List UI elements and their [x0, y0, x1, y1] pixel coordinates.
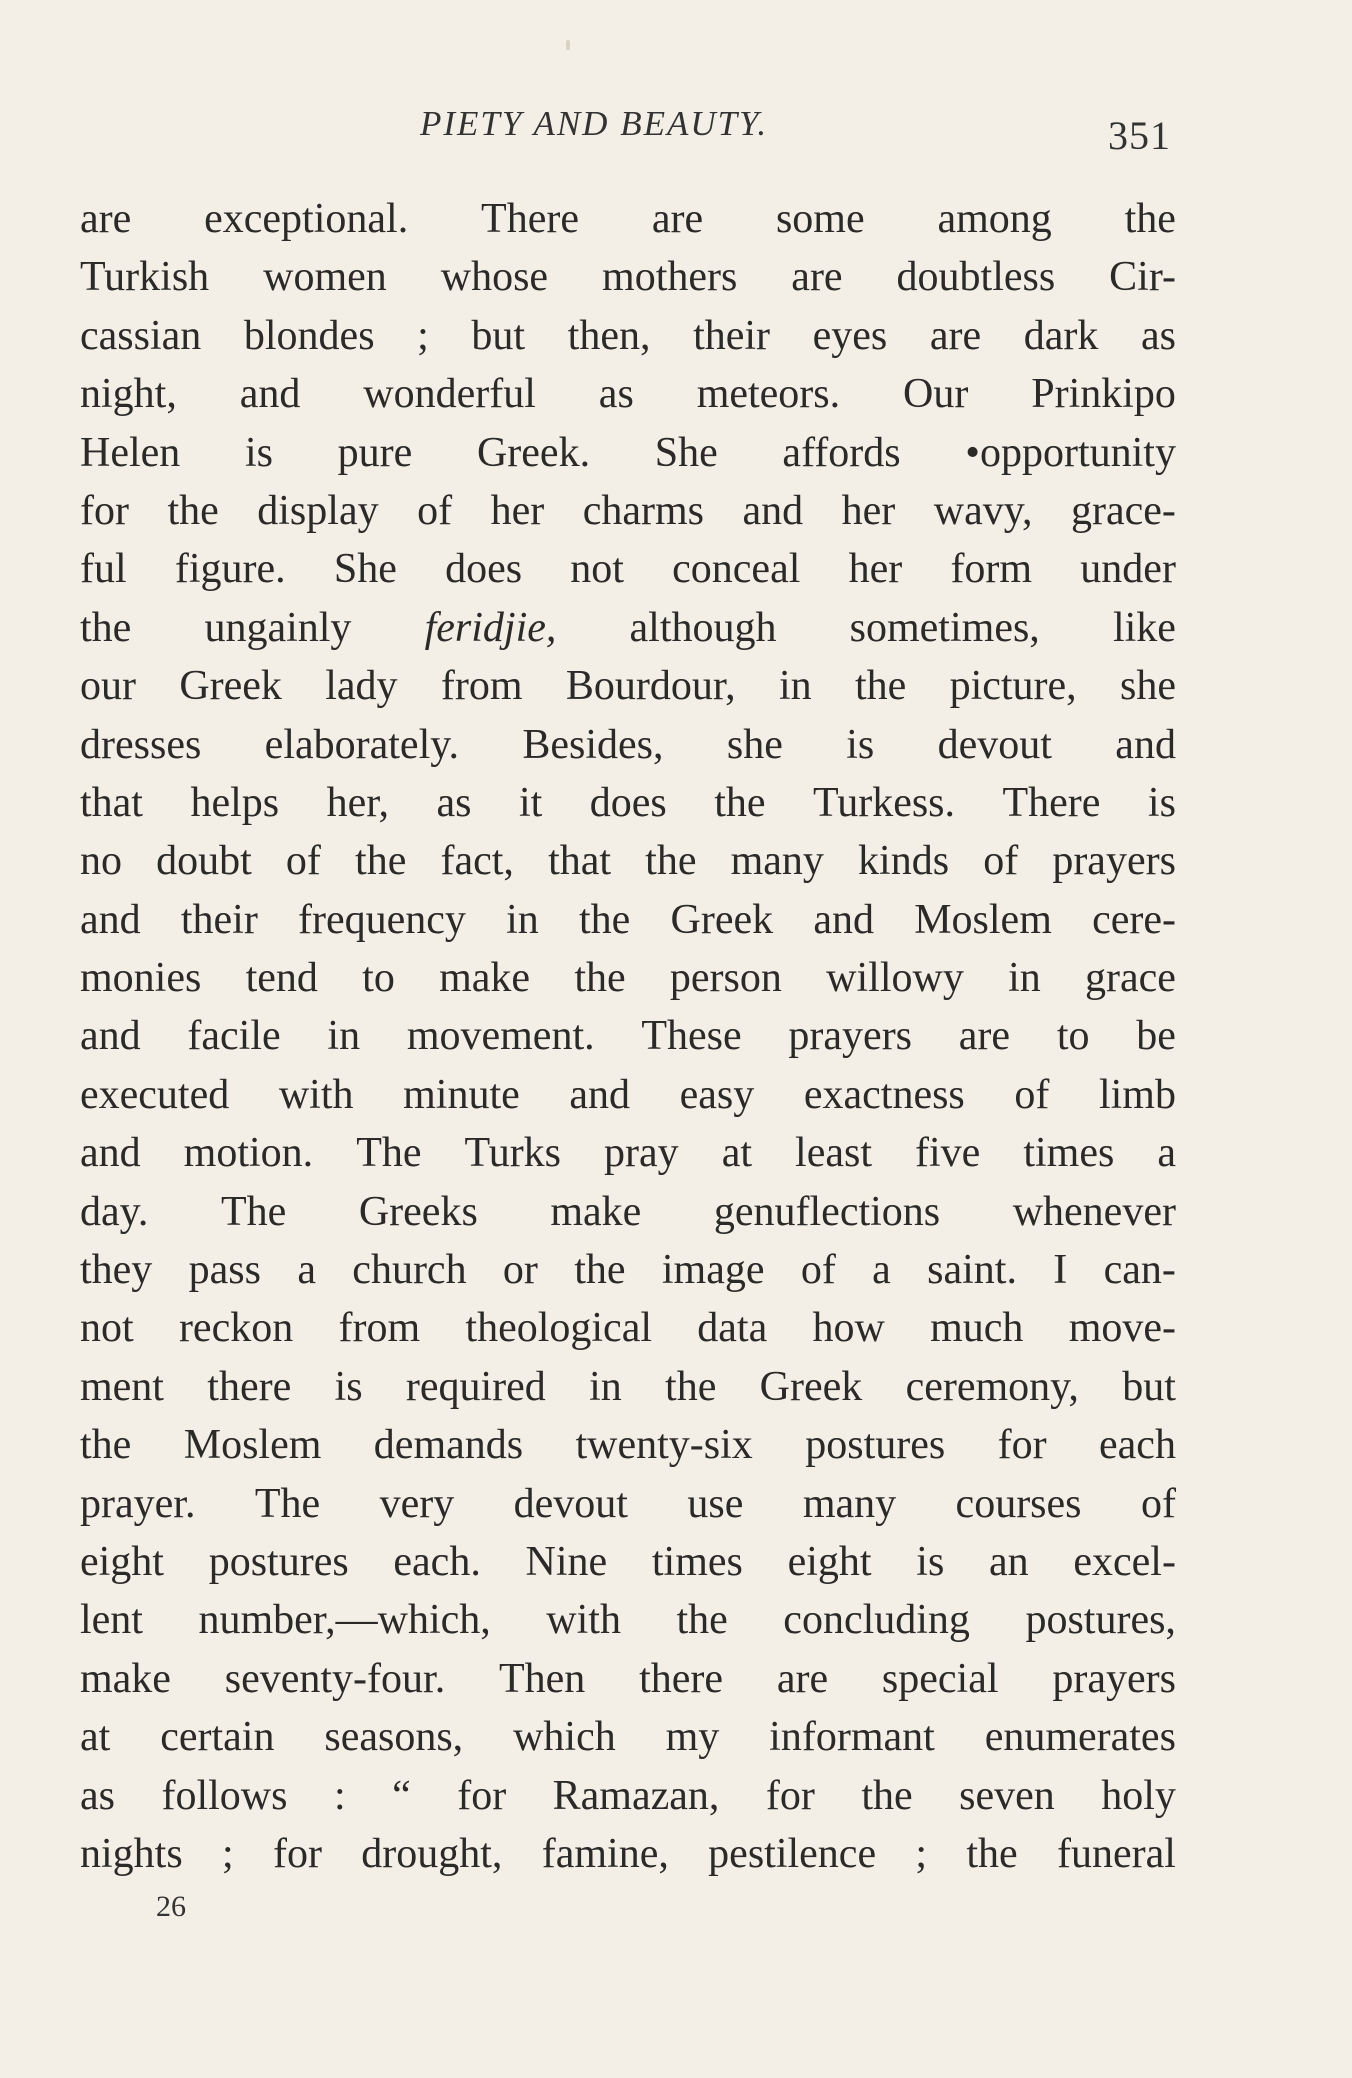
word: Our — [903, 371, 969, 418]
word: kinds — [858, 838, 950, 885]
text-line — [80, 365, 1176, 423]
word: my — [665, 1714, 720, 1761]
word: whenever — [1012, 1188, 1176, 1235]
word: at — [80, 1714, 111, 1761]
word: times — [1023, 1130, 1115, 1177]
word: but — [471, 312, 526, 359]
word: five — [915, 1130, 981, 1177]
word: many — [730, 838, 824, 885]
word: Greeks — [358, 1188, 478, 1235]
word: the — [676, 1597, 728, 1644]
word: which — [513, 1714, 616, 1761]
word: least — [795, 1130, 872, 1177]
word: and — [1115, 721, 1176, 768]
word: how — [812, 1305, 885, 1352]
word: ful — [80, 546, 127, 593]
word: are — [958, 1013, 1011, 1060]
word: doubtless — [896, 254, 1056, 301]
running-head — [0, 100, 1352, 158]
text-line — [80, 1124, 1176, 1182]
text-line — [80, 482, 1176, 540]
word: cere- — [1092, 896, 1176, 943]
word: for — [80, 487, 129, 534]
word: feridjie, — [424, 604, 557, 651]
word: postures, — [1025, 1597, 1176, 1644]
word: helps — [190, 779, 280, 826]
word: form — [950, 546, 1033, 593]
word: are — [929, 312, 982, 359]
word: Ramazan, — [552, 1772, 720, 1819]
word: cassian — [80, 312, 202, 359]
signature-mark: 26 — [156, 1890, 186, 1923]
word: data — [697, 1305, 768, 1352]
word: eight — [787, 1538, 872, 1585]
word: demands — [373, 1422, 524, 1469]
word: of — [800, 1247, 836, 1294]
word: like — [1112, 604, 1176, 651]
word: exceptional. — [204, 196, 409, 242]
word: grace- — [1070, 487, 1176, 534]
text-line — [80, 424, 1176, 482]
word: Greek — [759, 1363, 863, 1410]
word: The — [254, 1480, 321, 1527]
word: the — [574, 1247, 626, 1294]
word: in — [778, 663, 812, 710]
word: She — [333, 546, 397, 593]
word: figure. — [174, 546, 286, 593]
word: the — [574, 955, 626, 1002]
word: follows — [161, 1772, 288, 1819]
word: no — [80, 838, 122, 885]
word: many — [802, 1480, 897, 1527]
word: is — [916, 1538, 945, 1585]
word: grace — [1085, 955, 1176, 1002]
word: special — [881, 1655, 999, 1702]
word: and — [239, 371, 301, 418]
word: The — [356, 1130, 422, 1177]
word: she — [726, 721, 783, 768]
word: seven — [959, 1772, 1055, 1819]
word: of — [1140, 1480, 1176, 1527]
word: much — [930, 1305, 1024, 1352]
word: the — [167, 487, 219, 534]
text-line — [80, 1475, 1176, 1533]
word: day. — [80, 1188, 149, 1235]
word: These — [641, 1013, 742, 1060]
text-line — [80, 1533, 1176, 1591]
word: ; — [417, 312, 429, 359]
word: and — [80, 1013, 141, 1060]
word: picture, — [949, 663, 1077, 710]
word: conceal — [672, 546, 801, 593]
word: among — [937, 196, 1052, 242]
word: “ — [392, 1772, 411, 1819]
word: prayers — [1052, 1655, 1176, 1702]
word: church — [352, 1247, 467, 1294]
word: Nine — [525, 1538, 608, 1585]
word: from — [440, 663, 523, 710]
text-line — [80, 599, 1176, 657]
word: and — [80, 1130, 141, 1177]
word: does — [445, 546, 523, 593]
word: she — [1119, 663, 1176, 710]
word: prayers — [788, 1013, 913, 1060]
word: : — [333, 1772, 346, 1819]
word: famine, — [541, 1830, 669, 1877]
word: but — [1122, 1363, 1176, 1410]
word: the — [579, 896, 631, 943]
word: an — [989, 1538, 1029, 1585]
text-line — [80, 190, 1176, 248]
word: with — [546, 1597, 621, 1644]
word: tend — [245, 955, 318, 1002]
text-line — [80, 1591, 1176, 1649]
word: move- — [1068, 1305, 1176, 1352]
text-line — [80, 540, 1176, 598]
word: make — [80, 1655, 171, 1702]
word: for — [272, 1830, 322, 1877]
word: excel- — [1073, 1538, 1176, 1585]
word: dark — [1023, 312, 1099, 359]
word: eyes — [812, 312, 888, 359]
text-line — [80, 1416, 1176, 1474]
word: Moslem — [183, 1422, 322, 1469]
word: a — [297, 1247, 316, 1294]
word: The — [220, 1188, 287, 1235]
word: number,—which, — [198, 1597, 491, 1644]
word: although — [629, 604, 777, 651]
word: a — [872, 1247, 891, 1294]
word: eight — [80, 1538, 164, 1585]
word: women — [263, 254, 387, 301]
text-line — [80, 1358, 1176, 1416]
word: use — [687, 1480, 744, 1527]
word: are — [776, 1655, 829, 1702]
word: to — [362, 955, 395, 1002]
word: for — [457, 1772, 507, 1819]
word: ungainly — [204, 604, 352, 651]
word: mothers — [602, 254, 738, 301]
text-line — [80, 774, 1176, 832]
word: be — [1136, 1013, 1176, 1060]
word: reckon — [178, 1305, 294, 1352]
word: blondes — [243, 312, 375, 359]
word: postures — [805, 1422, 946, 1469]
word: Besides, — [522, 721, 664, 768]
word: devout — [937, 721, 1052, 768]
word: their — [180, 896, 258, 943]
word: theological — [465, 1305, 653, 1352]
word: there — [639, 1655, 724, 1702]
word: •opportunity — [965, 429, 1176, 476]
word: prayers — [1052, 838, 1176, 885]
text-line — [80, 307, 1176, 365]
word: meteors. — [696, 371, 841, 418]
word: the — [645, 838, 697, 885]
text-line — [80, 832, 1176, 890]
word: Prinkipo — [1031, 371, 1176, 418]
word: nights — [80, 1830, 183, 1877]
word: sometimes, — [849, 604, 1040, 651]
word: and — [80, 896, 141, 943]
word: a — [1157, 1130, 1176, 1177]
word: as — [80, 1772, 115, 1819]
word: movement. — [406, 1013, 595, 1060]
word: Turks — [464, 1130, 562, 1177]
word: can- — [1103, 1247, 1176, 1294]
word: each — [1099, 1422, 1176, 1469]
word: enumerates — [984, 1714, 1176, 1761]
word: exactness — [803, 1071, 965, 1118]
word: charms — [582, 487, 704, 534]
word: in — [1008, 955, 1041, 1002]
word: drought, — [361, 1830, 503, 1877]
word: are — [651, 196, 704, 242]
text-line — [80, 1183, 1176, 1241]
word: or — [502, 1247, 538, 1294]
word: there — [207, 1363, 292, 1410]
word: in — [327, 1013, 361, 1060]
text-line — [80, 1007, 1176, 1065]
word: Helen — [80, 429, 181, 476]
word: that — [80, 779, 143, 826]
word: Greek. — [476, 429, 591, 476]
text-line — [80, 1825, 1176, 1883]
word: not — [80, 1305, 134, 1352]
word: saint. — [927, 1247, 1017, 1294]
word: under — [1080, 546, 1176, 593]
word: her, — [326, 779, 390, 826]
word: easy — [679, 1071, 755, 1118]
word: night, — [80, 371, 177, 418]
word: concluding — [783, 1597, 970, 1644]
word: in — [589, 1363, 622, 1410]
text-line — [80, 1066, 1176, 1124]
word: are — [80, 196, 132, 242]
word: postures — [208, 1538, 349, 1585]
word: are — [791, 254, 843, 301]
word: very — [379, 1480, 455, 1527]
word: She — [654, 429, 718, 476]
word: certain — [160, 1714, 275, 1761]
word: pure — [337, 429, 413, 476]
word: genuflections — [713, 1188, 941, 1235]
word: in — [506, 896, 539, 943]
word: display — [257, 487, 379, 534]
word: executed — [80, 1071, 230, 1118]
word: and — [569, 1071, 631, 1118]
word: of — [417, 487, 453, 534]
text-line — [80, 248, 1176, 306]
word: each. — [393, 1538, 481, 1585]
word: the — [966, 1830, 1018, 1877]
paper-speck — [566, 40, 570, 50]
word: seasons, — [324, 1714, 464, 1761]
word: person — [669, 955, 782, 1002]
word: as — [436, 779, 472, 826]
word: Turkess. — [813, 779, 956, 826]
word: minute — [403, 1071, 520, 1118]
word: the — [861, 1772, 913, 1819]
word: lent — [80, 1597, 143, 1644]
word: with — [278, 1071, 354, 1118]
word: from — [338, 1305, 421, 1352]
word: they — [80, 1247, 153, 1294]
word: elaborately. — [264, 721, 460, 768]
word: doubt — [156, 838, 252, 885]
word: seventy-four. — [224, 1655, 446, 1702]
word: her — [841, 487, 896, 534]
word: the — [355, 838, 407, 885]
word: some — [775, 196, 865, 242]
word: required — [405, 1363, 546, 1410]
word: and — [813, 896, 874, 943]
word: facile — [187, 1013, 281, 1060]
word: courses — [955, 1480, 1082, 1527]
word: dresses — [80, 721, 202, 768]
word: holy — [1101, 1772, 1176, 1819]
word: for — [765, 1772, 815, 1819]
word: Greek — [670, 896, 774, 943]
word: of — [983, 838, 1019, 885]
word: pray — [604, 1130, 679, 1177]
word: and — [742, 487, 804, 534]
word: that — [548, 838, 612, 885]
word: the — [80, 604, 132, 651]
word: ment — [80, 1363, 164, 1410]
word: the — [80, 1422, 132, 1469]
word: lady — [325, 663, 398, 710]
word: then, — [567, 312, 651, 359]
text-line — [80, 1767, 1176, 1825]
word: limb — [1098, 1071, 1176, 1118]
word: make — [439, 955, 531, 1002]
page-number: 351 — [1108, 113, 1171, 158]
text-line — [80, 891, 1176, 949]
text-line — [80, 1650, 1176, 1708]
body-text — [80, 190, 1176, 1883]
word: as — [1140, 312, 1176, 359]
word: motion. — [183, 1130, 314, 1177]
word: I — [1053, 1247, 1068, 1294]
word: Cir- — [1109, 254, 1176, 301]
word: fact, — [440, 838, 514, 885]
word: twenty-six — [575, 1422, 753, 1469]
word: whose — [440, 254, 549, 301]
word: frequency — [298, 896, 466, 943]
word: informant — [769, 1714, 935, 1761]
word: monies — [80, 955, 202, 1002]
running-title: PIETY AND BEAUTY. — [420, 104, 769, 143]
word: Turkish — [80, 254, 210, 301]
word: to — [1056, 1013, 1090, 1060]
word: it — [518, 779, 543, 826]
word: does — [589, 779, 667, 826]
word: the — [714, 779, 766, 826]
word: Moslem — [914, 896, 1052, 943]
word: Greek — [179, 663, 282, 710]
word: is — [846, 721, 875, 768]
text-line — [80, 949, 1176, 1007]
text-line — [80, 1299, 1176, 1357]
word: of — [1014, 1071, 1050, 1118]
word: Then — [499, 1655, 586, 1702]
text-line — [80, 716, 1176, 774]
word: ceremony, — [905, 1363, 1079, 1410]
word: image — [661, 1247, 765, 1294]
word: There — [1002, 779, 1101, 826]
word: of — [285, 838, 321, 885]
word: the — [1124, 196, 1176, 242]
word: ; — [222, 1830, 234, 1877]
word: There — [481, 196, 579, 242]
word: pestilence — [708, 1830, 877, 1877]
word: the — [665, 1363, 717, 1410]
word: Bourdour, — [565, 663, 736, 710]
word: make — [550, 1188, 642, 1235]
word: is — [1147, 779, 1176, 826]
word: willowy — [826, 955, 964, 1002]
word: the — [854, 663, 907, 710]
word: her — [848, 546, 903, 593]
word: her — [490, 487, 545, 534]
word: their — [693, 312, 771, 359]
word: at — [721, 1130, 753, 1177]
word: pass — [188, 1247, 261, 1294]
word: funeral — [1057, 1830, 1176, 1877]
text-line — [80, 1708, 1176, 1766]
word: as — [598, 371, 634, 418]
word: ; — [915, 1830, 928, 1877]
text-line — [80, 1241, 1176, 1299]
word: not — [570, 546, 624, 593]
word: is — [244, 429, 273, 476]
text-line — [80, 657, 1176, 715]
word: affords — [782, 429, 901, 476]
word: wavy, — [933, 487, 1033, 534]
word: is — [334, 1363, 363, 1410]
word: times — [651, 1538, 743, 1585]
word: wonderful — [363, 371, 536, 418]
word: prayer. — [80, 1480, 196, 1527]
word: our — [80, 663, 136, 710]
word: for — [997, 1422, 1047, 1469]
word: devout — [513, 1480, 628, 1527]
